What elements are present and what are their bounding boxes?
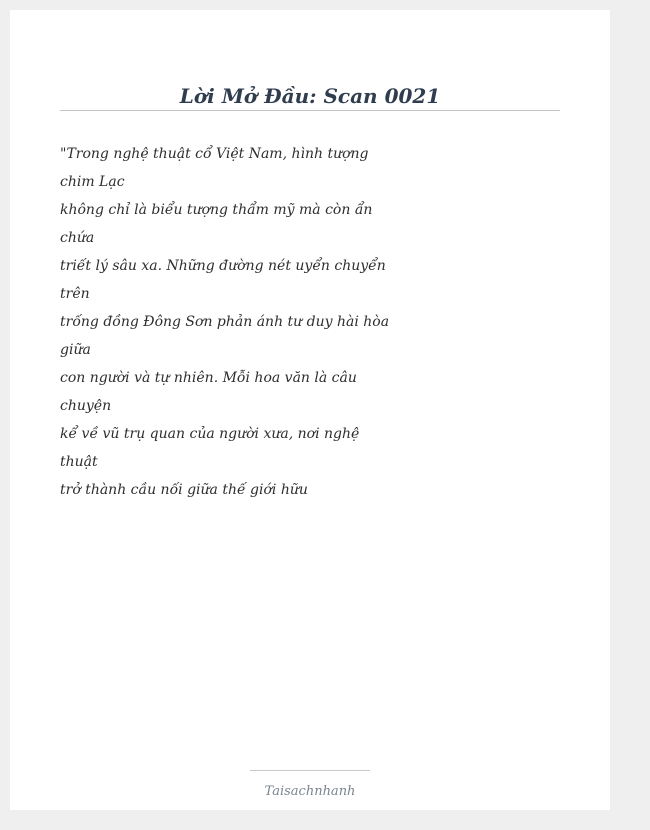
body-line-3: không chỉ là biểu tượng thẩm mỹ mà còn ẩn: [60, 202, 373, 218]
document-page: [10, 10, 610, 810]
footer-text: Taisachnhanh: [264, 784, 356, 799]
body-line-6: trên: [60, 286, 90, 302]
body-line-11: kể về vũ trụ quan của người xưa, nơi nghệ: [60, 426, 360, 442]
body-line-13: trở thành cầu nối giữa thế giới hữu: [60, 482, 308, 498]
body-line-8: giữa: [60, 342, 91, 358]
body-line-5: triết lý sâu xa. Những đường nét uyển chuyển: [60, 258, 386, 274]
page-title: Lời Mở Đầu: Scan 0021: [179, 84, 441, 108]
footer-divider: [250, 770, 370, 771]
title-divider: [60, 110, 560, 111]
body-line-2: chim Lạc: [60, 174, 125, 190]
body-line-10: chuyện: [60, 398, 112, 414]
body-line-1: "Trong nghệ thuật cổ Việt Nam, hình tượng: [60, 146, 369, 162]
body-line-7: trống đồng Đông Sơn phản ánh tư duy hài hòa: [60, 314, 390, 330]
body-line-12: thuật: [60, 454, 98, 470]
body-text: [60, 140, 390, 504]
body-line-9: con người và tự nhiên. Mỗi hoa văn là câu: [60, 370, 357, 386]
body-line-4: chứa: [60, 230, 95, 246]
